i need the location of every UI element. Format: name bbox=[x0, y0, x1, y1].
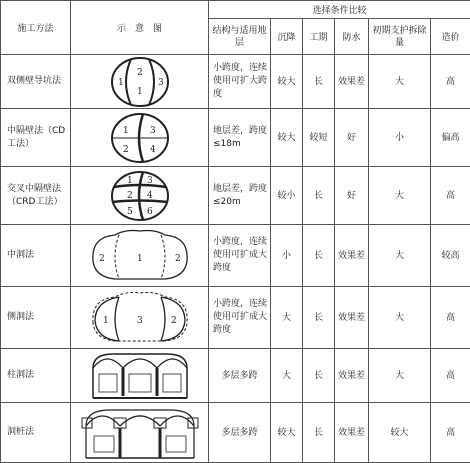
cost-cell: 高 bbox=[431, 55, 470, 109]
method-cell: 中隔壁法（CD工法） bbox=[1, 109, 71, 167]
duration-cell: 长 bbox=[303, 55, 335, 109]
cost-cell: 高 bbox=[431, 403, 470, 463]
part-label: 1 bbox=[137, 254, 143, 264]
part-label: 2 bbox=[175, 254, 181, 264]
method-cell: 洞桩法 bbox=[1, 403, 71, 463]
waterproof-cell: 好 bbox=[335, 167, 369, 225]
cost-cell: 高 bbox=[431, 349, 470, 403]
diagram-header: 示 意 图 bbox=[71, 1, 209, 55]
duration-cell: 长 bbox=[303, 349, 335, 403]
part-label: 2 bbox=[171, 316, 177, 326]
structure-cell: 地层差，跨度≤18m bbox=[209, 109, 271, 167]
removal-cell: 大 bbox=[369, 225, 431, 287]
table-row bbox=[1, 349, 470, 403]
part-label: 5 bbox=[127, 207, 133, 217]
settlement-cell: 较大 bbox=[271, 55, 303, 109]
table-row bbox=[1, 403, 470, 463]
method-cell: 侧洞法 bbox=[1, 287, 71, 349]
settlement-header: 沉降 bbox=[271, 19, 303, 55]
settlement-cell: 小 bbox=[271, 225, 303, 287]
part-label: 2 bbox=[127, 191, 133, 201]
waterproof-cell: 效果差 bbox=[335, 55, 369, 109]
part-label: 3 bbox=[150, 126, 156, 136]
structure-cell: 多层多跨 bbox=[209, 349, 271, 403]
diagram-cd-method bbox=[71, 109, 209, 167]
settlement-cell: 大 bbox=[271, 287, 303, 349]
duration-cell: 长 bbox=[303, 225, 335, 287]
removal-cell: 较大 bbox=[369, 403, 431, 463]
duration-cell: 较短 bbox=[303, 109, 335, 167]
part-label: 2 bbox=[99, 254, 105, 264]
diagram-pile-drift bbox=[71, 403, 209, 463]
part-label: 1 bbox=[123, 126, 129, 136]
removal-cell: 大 bbox=[369, 55, 431, 109]
structure-cell: 地层差，跨度≤20m bbox=[209, 167, 271, 225]
part-label: 4 bbox=[147, 191, 153, 201]
part-label: 1 bbox=[137, 87, 143, 97]
table-row bbox=[1, 225, 470, 287]
part-label: 1 bbox=[127, 176, 133, 186]
waterproof-cell: 效果差 bbox=[335, 403, 369, 463]
cost-cell: 高 bbox=[431, 167, 470, 225]
method-cell: 柱洞法 bbox=[1, 349, 71, 403]
settlement-cell: 较小 bbox=[271, 167, 303, 225]
part-label: 2 bbox=[137, 68, 143, 78]
removal-cell: 小 bbox=[369, 109, 431, 167]
diagram-double-side-drift bbox=[71, 55, 209, 109]
waterproof-cell: 效果差 bbox=[335, 287, 369, 349]
waterproof-header: 防水 bbox=[335, 19, 369, 55]
part-label: 1 bbox=[103, 316, 109, 326]
removal-cell: 大 bbox=[369, 349, 431, 403]
removal-cell: 大 bbox=[369, 167, 431, 225]
settlement-cell: 较大 bbox=[271, 109, 303, 167]
cost-cell: 高 bbox=[431, 287, 470, 349]
waterproof-cell: 效果差 bbox=[335, 349, 369, 403]
structure-cell: 小跨度，连续使用可扩成大跨度 bbox=[209, 225, 271, 287]
removal-cell: 大 bbox=[369, 287, 431, 349]
duration-cell: 长 bbox=[303, 403, 335, 463]
part-label: 6 bbox=[147, 207, 153, 217]
support-removal-header: 初期支护拆除量 bbox=[369, 19, 431, 55]
duration-header: 工期 bbox=[303, 19, 335, 55]
duration-cell: 长 bbox=[303, 167, 335, 225]
part-label: 1 bbox=[118, 78, 124, 88]
cost-cell: 较高 bbox=[431, 225, 470, 287]
diagram-center-drift bbox=[71, 225, 209, 287]
method-cell: 中洞法 bbox=[1, 225, 71, 287]
cost-cell: 偏高 bbox=[431, 109, 470, 167]
waterproof-cell: 好 bbox=[335, 109, 369, 167]
waterproof-cell: 效果差 bbox=[335, 225, 369, 287]
structure-cell: 小跨度，连续使用可扩成大跨度 bbox=[209, 287, 271, 349]
structure-cell: 小跨度，连续使用可扩大跨度 bbox=[209, 55, 271, 109]
duration-cell: 长 bbox=[303, 287, 335, 349]
structure-header: 结构与适用地层 bbox=[209, 19, 271, 55]
structure-cell: 多层多跨 bbox=[209, 403, 271, 463]
method-header: 施工方法 bbox=[1, 1, 71, 55]
cost-header: 造价 bbox=[431, 19, 470, 55]
part-label: 3 bbox=[158, 78, 164, 88]
part-label: 3 bbox=[147, 176, 153, 186]
part-label: 2 bbox=[123, 145, 129, 155]
table-row bbox=[1, 167, 470, 225]
table-row bbox=[1, 55, 470, 109]
method-cell: 交叉中隔壁法（CRD工法） bbox=[1, 167, 71, 225]
method-cell: 双侧壁导坑法 bbox=[1, 55, 71, 109]
diagram-side-drift bbox=[71, 287, 209, 349]
diagram-column-drift bbox=[71, 349, 209, 403]
part-label: 3 bbox=[137, 316, 143, 326]
diagram-crd-method bbox=[71, 167, 209, 225]
table-row bbox=[1, 109, 470, 167]
comparison-header: 选择条件比较 bbox=[209, 1, 470, 19]
table-row bbox=[1, 287, 470, 349]
settlement-cell: 大 bbox=[271, 349, 303, 403]
settlement-cell: 较大 bbox=[271, 403, 303, 463]
part-label: 4 bbox=[150, 145, 156, 155]
